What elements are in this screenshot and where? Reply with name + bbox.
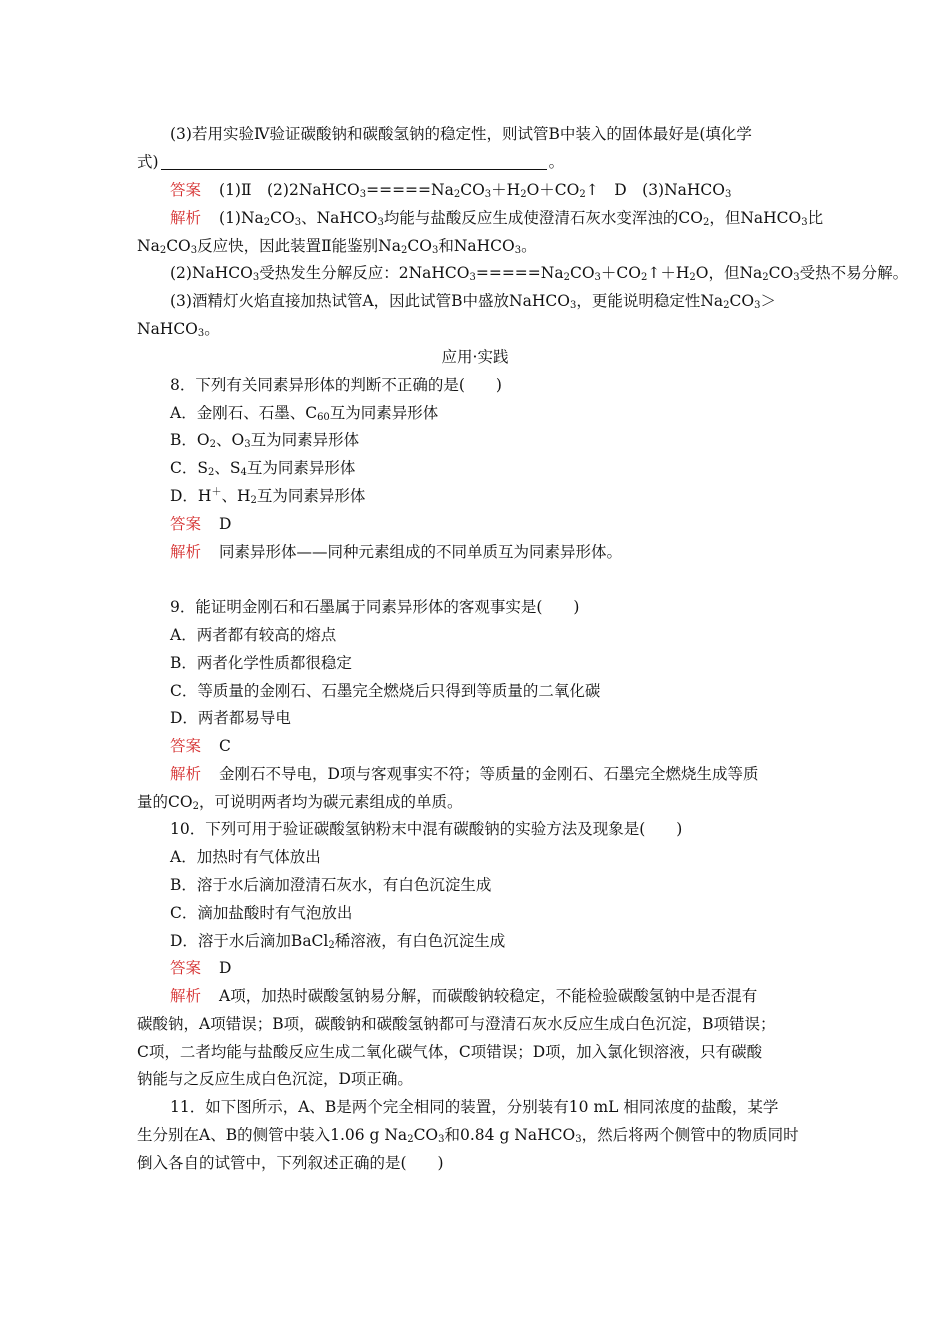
q10-analysis-line4: 钠能与之反应生成白色沉淀，D项正确。 — [137, 1070, 413, 1088]
q8-option-a: A．金刚石、石墨、$C_{60}$互为同素异形体 — [170, 404, 439, 423]
q8-answer: 答案 D — [170, 515, 232, 533]
q9-option-d: D．两者都易导电 — [170, 709, 291, 727]
q8-option-c: C．$S_2$、$S_4$互为同素异形体 — [170, 459, 356, 478]
q9-analysis-line2: 量的$CO_2$，可说明两者均为碳元素组成的单质。 — [137, 793, 463, 812]
q7-sub3-line2: 式) 。 — [137, 153, 565, 171]
q10-stem: 10．下列可用于验证碳酸氢钠粉末中混有碳酸钠的实验方法及现象是( ) — [170, 820, 683, 838]
q11-line1: 11．如下图所示，A、B是两个完全相同的装置，分别装有10 mL 相同浓度的盐酸，某学 — [170, 1098, 779, 1116]
section-title: 应用·实践 — [441, 348, 509, 366]
q7-analysis-line2: $Na_2CO_3$反应快，因此装置Ⅱ能鉴别$Na_2CO_3$和NaHCO$_3$。 — [137, 237, 537, 256]
q10-option-a: A．加热时有气体放出 — [170, 848, 321, 866]
q8-stem: 8．下列有关同素异形体的判断不正确的是( ) — [170, 376, 502, 394]
q8-analysis: 解析 同素异形体——同种元素组成的不同单质互为同素异形体。 — [170, 543, 623, 561]
q7-analysis-line5: NaHCO$_3$。 — [137, 320, 220, 339]
q8-option-b: B．$O_2$、$O_3$互为同素异形体 — [170, 431, 360, 450]
q10-option-d: D．溶于水后滴加BaCl$_2$稀溶液，有白色沉淀生成 — [170, 932, 506, 951]
q7-answer: 答案 (1)Ⅱ $(2)2NaHCO_3=====Na_2CO_3+H_2O+CO_2↑$ D (3)NaHCO$_3$ — [170, 181, 732, 200]
q10-answer: 答案 D — [170, 959, 232, 977]
q10-option-b: B．溶于水后滴加澄清石灰水，有白色沉淀生成 — [170, 876, 492, 894]
answer-label: 答案 — [170, 959, 202, 977]
answer-label: 答案 — [170, 181, 202, 199]
q9-option-a: A．两者都有较高的熔点 — [170, 626, 337, 644]
q11-line2: 生分别在A、B的侧管中装入1.06 g $Na_2CO_3$和0.84 g NaHCO$_3$，然后将两个侧管中的物质同时 — [137, 1126, 799, 1145]
q7-analysis-line1: 解析 $(1)Na_2CO_3$、NaHCO$_3$均能与盐酸反应生成使澄清石灰水变浑浊的$CO_2$，但NaHCO$_3$比 — [170, 209, 824, 228]
q10-option-c: C．滴加盐酸时有气泡放出 — [170, 904, 353, 922]
q10-analysis-line2: 碳酸钠，A项错误；B项，碳酸钠和碳酸氢钠都可与澄清石灰水反应生成白色沉淀，B项错误； — [137, 1015, 776, 1033]
analysis-label: 解析 — [170, 543, 202, 561]
answer-blank — [161, 155, 547, 170]
q11-line3: 倒入各自的试管中，下列叙述正确的是( ) — [137, 1154, 444, 1172]
q8-option-d: D．H＋、$H_2$互为同素异形体 — [170, 487, 366, 506]
answer-label: 答案 — [170, 737, 202, 755]
q9-option-b: B．两者化学性质都很稳定 — [170, 654, 352, 672]
q7-analysis-line4: (3)酒精灯火焰直接加热试管A，因此试管B中盛放NaHCO$_3$，更能说明稳定性$Na_2CO_3>$ — [170, 292, 776, 311]
q7-analysis-line3: (2)NaHCO$_3$受热发生分解反应：$2NaHCO_3=====Na_2CO_3+CO_2↑+H_2O$，但$Na_2CO_3$受热不易分解。 — [170, 264, 909, 283]
answer-label: 答案 — [170, 515, 202, 533]
q9-option-c: C．等质量的金刚石、石墨完全燃烧后只得到等质量的二氧化碳 — [170, 682, 601, 700]
q9-analysis-line1: 解析 金刚石不导电，D项与客观事实不符；等质量的金刚石、石墨完全燃烧生成等质 — [170, 765, 759, 783]
analysis-label: 解析 — [170, 765, 202, 783]
analysis-label: 解析 — [170, 209, 202, 227]
q10-analysis-line1: 解析 A项，加热时碳酸氢钠易分解，而碳酸钠较稳定，不能检验碳酸氢钠中是否混有 — [170, 987, 758, 1005]
q9-stem: 9．能证明金刚石和石墨属于同素异形体的客观事实是( ) — [170, 598, 580, 616]
q9-answer: 答案 C — [170, 737, 231, 755]
q10-analysis-line3: C项，二者均能与盐酸反应生成二氧化碳气体，C项错误；D项，加入氯化钡溶液，只有碳酸 — [137, 1043, 763, 1061]
analysis-label: 解析 — [170, 987, 202, 1005]
q7-sub3-line1: (3)若用实验Ⅳ验证碳酸钠和碳酸氢钠的稳定性，则试管B中装入的固体最好是(填化学 — [170, 125, 752, 143]
